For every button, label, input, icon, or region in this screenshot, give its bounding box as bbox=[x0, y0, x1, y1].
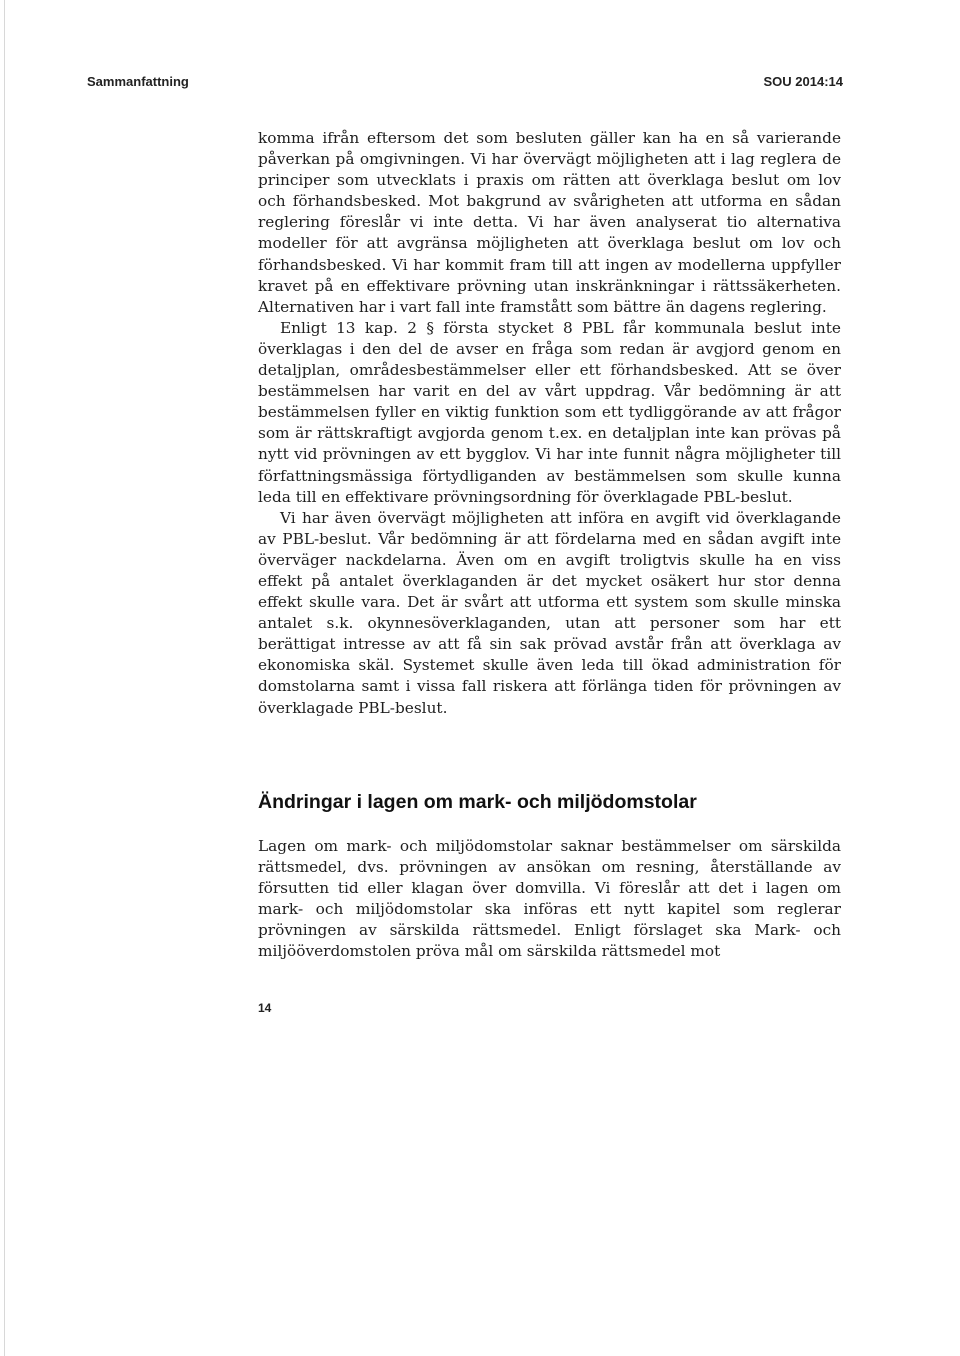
page-edge bbox=[4, 0, 5, 1356]
page-number: 14 bbox=[258, 1001, 272, 1015]
section-heading: Ändringar i lagen om mark- och miljödomstolar bbox=[258, 791, 697, 813]
paragraph: komma ifrån eftersom det som besluten gäller kan ha en så varierande påverkan på omgivningen. Vi har övervägt möjligheten att i lag reglera de principer som utvecklats i praxis om rätten att överklaga beslut om lov och förhandsbesked. Mot bakgrund av svårigheten att utforma en sådan reglering föreslår vi inte detta. Vi har även analyserat tio alternativa modeller för att avgränsa möjligheten att överklaga beslut om lov och förhandsbesked. Vi har kommit fram till att ingen av modellerna uppfyller kravet på en effektivare prövning utan inskränkningar i rättssäkerheten. Alternativen har i vart fall inte framstått som bättre än dagens reglering. bbox=[258, 129, 841, 316]
section-mark-och-miljodomstolar bbox=[258, 790, 841, 963]
paragraph: Vi har även övervägt möjligheten att införa en avgift vid överklagande av PBL-beslut. Vår bedömning är att fördelarna med en sådan avgift inte överväger nackdelarna. Även om en avgift troligtvis skulle ha en viss effekt på antalet överklaganden är det mycket osäkert hur stor denna effekt skulle vara. Det är svårt att utforma ett system som skulle minska antalet s.k. okynnesöverklaganden, utan att personer som har ett berättigat intresse av att få sin sak prövad avstår från att överklaga av ekonomiska skäl. Systemet skulle även leda till ökad administration för domstolarna samt i vissa fall riskera att förlänga tiden för prövningen av överklagade PBL-beslut. bbox=[258, 508, 841, 717]
header-document-id: SOU 2014:14 bbox=[763, 74, 843, 89]
page-header bbox=[87, 74, 843, 94]
section-paragraph: Lagen om mark- och miljödomstolar saknar bestämmelser om särskilda rättsmedel, dvs. prövningen av ansökan om resning, återställande av försutten tid eller klagan över domvilla. Vi föreslår att det i lagen om mark- och miljödomstolar ska införas ett nytt kapitel som reglerar prövningen av särskilda rättsmedel. Enligt förslaget ska Mark- och miljööverdomstolen pröva mål om särskilda rättsmedel mot bbox=[258, 837, 841, 961]
paragraph: Enligt 13 kap. 2 § första stycket 8 PBL får kommunala beslut inte överklagas i den del de avser en fråga som redan är avgjord genom en detaljplan, områdesbestämmelser eller ett förhandsbesked. Att se över bestämmelsen har varit en del av vårt uppdrag. Vår bedömning är att bestämmelsen fyller en viktig funktion som ett tydliggörande av att frågor som är rättskraftigt avgjorda genom t.ex. en detaljplan inte kan prövas på nytt vid prövningen av ett bygglov. Vi har inte funnit några möjligheter till författningsmässiga förtydliganden av bestämmelsen som skulle kunna leda till en effektivare prövningsordning för överklagade PBL-beslut. bbox=[258, 318, 841, 506]
body-text bbox=[258, 128, 841, 719]
header-section-title: Sammanfattning bbox=[87, 74, 189, 89]
